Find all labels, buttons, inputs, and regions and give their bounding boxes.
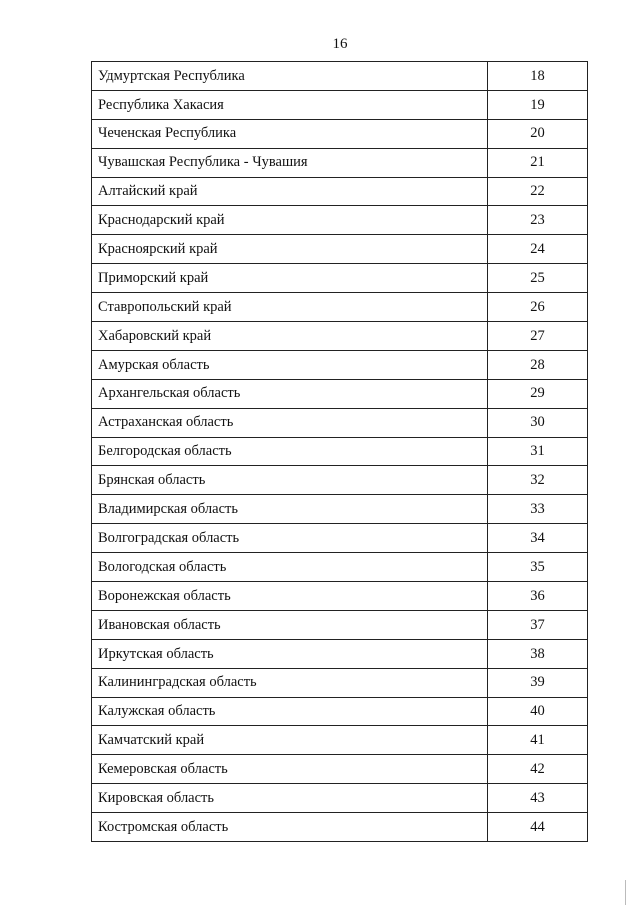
table-row: [92, 697, 588, 726]
region-code-cell: 24: [488, 235, 588, 264]
region-code-cell: 41: [488, 726, 588, 755]
table-row: [92, 755, 588, 784]
table-row: [92, 610, 588, 639]
region-name-cell: Архангельская область: [92, 379, 488, 408]
region-code-cell: 25: [488, 264, 588, 293]
region-code-cell: 23: [488, 206, 588, 235]
region-code-cell: 33: [488, 495, 588, 524]
region-code-cell: 42: [488, 755, 588, 784]
region-name-cell: Кировская область: [92, 784, 488, 813]
table-row: [92, 177, 588, 206]
region-code-cell: 28: [488, 350, 588, 379]
table-row: [92, 466, 588, 495]
table-row: [92, 350, 588, 379]
table-row: [92, 322, 588, 351]
region-code-cell: 26: [488, 293, 588, 322]
region-name-cell: Удмуртская Республика: [92, 62, 488, 91]
region-code-cell: 29: [488, 379, 588, 408]
region-name-cell: Брянская область: [92, 466, 488, 495]
region-code-cell: 39: [488, 668, 588, 697]
region-code-cell: 43: [488, 784, 588, 813]
region-name-cell: Чувашская Республика - Чувашия: [92, 148, 488, 177]
region-name-cell: Приморский край: [92, 264, 488, 293]
region-code-cell: 21: [488, 148, 588, 177]
region-name-cell: Красноярский край: [92, 235, 488, 264]
regions-table: [91, 61, 588, 842]
region-code-cell: 27: [488, 322, 588, 351]
region-code-cell: 36: [488, 582, 588, 611]
table-row: [92, 119, 588, 148]
region-name-cell: Камчатский край: [92, 726, 488, 755]
region-name-cell: Воронежская область: [92, 582, 488, 611]
region-name-cell: Калининградская область: [92, 668, 488, 697]
page-number: 16: [332, 36, 348, 52]
table-row: [92, 553, 588, 582]
table-row: [92, 582, 588, 611]
region-code-cell: 20: [488, 119, 588, 148]
table-row: [92, 495, 588, 524]
table-row: [92, 639, 588, 668]
region-name-cell: Чеченская Республика: [92, 119, 488, 148]
table-row: [92, 148, 588, 177]
table-row: [92, 379, 588, 408]
region-name-cell: Калужская область: [92, 697, 488, 726]
region-code-cell: 22: [488, 177, 588, 206]
table-row: [92, 235, 588, 264]
regions-table-body: [92, 62, 588, 842]
table-row: [92, 62, 588, 91]
region-code-cell: 19: [488, 90, 588, 119]
region-code-cell: 37: [488, 610, 588, 639]
table-row: [92, 784, 588, 813]
region-code-cell: 30: [488, 408, 588, 437]
region-code-cell: 34: [488, 524, 588, 553]
region-name-cell: Белгородская область: [92, 437, 488, 466]
table-row: [92, 206, 588, 235]
region-name-cell: Амурская область: [92, 350, 488, 379]
region-name-cell: Республика Хакасия: [92, 90, 488, 119]
region-code-cell: 32: [488, 466, 588, 495]
table-row: [92, 90, 588, 119]
region-name-cell: Краснодарский край: [92, 206, 488, 235]
table-row: [92, 293, 588, 322]
table-row: [92, 524, 588, 553]
region-name-cell: Волгоградская область: [92, 524, 488, 553]
region-code-cell: 31: [488, 437, 588, 466]
table-row: [92, 264, 588, 293]
region-name-cell: Ивановская область: [92, 610, 488, 639]
region-code-cell: 44: [488, 813, 588, 842]
table-row: [92, 437, 588, 466]
region-name-cell: Астраханская область: [92, 408, 488, 437]
table-row: [92, 726, 588, 755]
scan-edge-mark: [625, 880, 626, 905]
table-row: [92, 813, 588, 842]
table-row: [92, 668, 588, 697]
table-row: [92, 408, 588, 437]
region-name-cell: Иркутская область: [92, 639, 488, 668]
region-code-cell: 35: [488, 553, 588, 582]
region-code-cell: 40: [488, 697, 588, 726]
region-code-cell: 38: [488, 639, 588, 668]
region-name-cell: Алтайский край: [92, 177, 488, 206]
region-code-cell: 18: [488, 62, 588, 91]
region-name-cell: Кемеровская область: [92, 755, 488, 784]
region-name-cell: Вологодская область: [92, 553, 488, 582]
region-name-cell: Ставропольский край: [92, 293, 488, 322]
region-name-cell: Владимирская область: [92, 495, 488, 524]
region-name-cell: Хабаровский край: [92, 322, 488, 351]
region-name-cell: Костромская область: [92, 813, 488, 842]
